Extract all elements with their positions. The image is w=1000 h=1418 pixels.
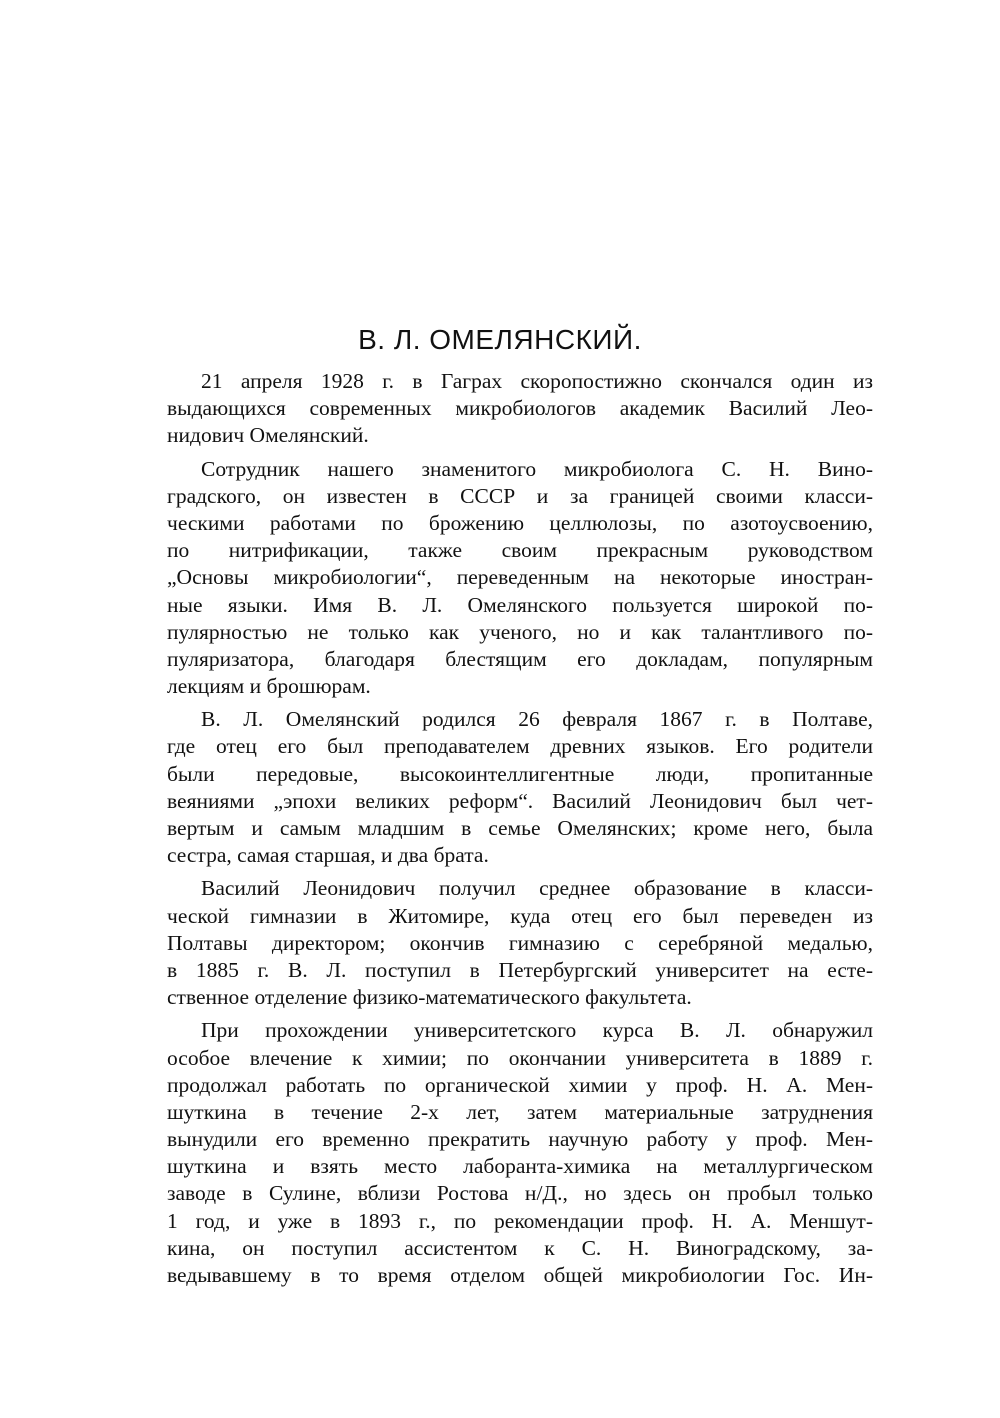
text-line: пуляризатора, благодаря блестящим его докладам, популярным <box>167 646 873 671</box>
text-line: сестра, самая старшая, и два брата. <box>167 843 489 868</box>
text-line: 21 апреля 1928 г. в Гаграх скоропостижно скончался один из <box>201 369 873 393</box>
text-line: Полтавы директором; окончив гимназию с серебряной медалью, <box>167 930 873 955</box>
text-line: вынудили его временно прекратить научную работу у проф. Мен- <box>167 1127 873 1152</box>
text-line: 1 год, и уже в 1893 г., по рекомендации проф. Н. А. Меншут- <box>167 1208 873 1233</box>
text-line: ческой гимназии в Житомире, куда отец его был переведен из <box>167 903 873 928</box>
text-line: ческими работами по брожению целлюлозы, по азотоусвоению, <box>167 510 873 535</box>
page-title: В. Л. ОМЕЛЯНСКИЙ. <box>358 324 642 355</box>
paragraph <box>167 368 873 450</box>
paragraph <box>167 1017 873 1289</box>
text-line: выдающихся современных микробиологов академик Василий Лео- <box>167 396 873 421</box>
text-line: ные языки. Имя В. Л. Омелянского пользуется широкой по- <box>167 592 873 617</box>
text-line: В. Л. Омелянский родился 26 февраля 1867 г. в Полтаве, <box>201 707 873 732</box>
text-line: шуткина и взять место лаборанта-химика на металлургическом <box>167 1154 873 1179</box>
text-line: продолжал работать по органической химии у проф. Н. А. Мен- <box>167 1072 873 1097</box>
paragraph <box>167 875 873 1011</box>
text-line: ственное отделение физико-математического факультета. <box>167 985 692 1010</box>
text-line: заводе в Сулине, вблизи Ростова н/Д., но здесь он пробыл только <box>167 1181 873 1206</box>
text-line: вертым и самым младшим в семье Омелянских; кроме него, была <box>167 816 873 840</box>
text-line: в 1885 г. В. Л. поступил в Петербургский университет на есте- <box>167 957 873 982</box>
text-line: шуткина в течение 2-х лет, затем материальные затруднения <box>167 1099 873 1124</box>
text-line: лекциям и брошюрам. <box>167 674 371 699</box>
text-line: ведывавшему в то время отделом общей микробиологии Гос. Ин- <box>167 1263 873 1287</box>
text-line: Сотрудник нашего знаменитого микробиолога С. Н. Вино- <box>201 456 873 481</box>
text-line: нидович Омелянский. <box>167 423 369 448</box>
paragraph <box>167 456 873 701</box>
text-line: веяниями „эпохи великих реформ“. Василий Леонидович был чет- <box>167 788 873 813</box>
text-line: кина, он поступил ассистентом к С. Н. Виноградскому, за- <box>167 1235 873 1260</box>
text-line: где отец его был преподавателем древних языков. Его родители <box>167 734 873 759</box>
text-line: по нитрификации, также своим прекрасным руководством <box>167 538 873 563</box>
text-line: „Основы микробиологии“, переведенным на некоторые иностран- <box>167 565 873 590</box>
text-line: При прохождении университетского курса В. Л. обнаружил <box>201 1018 873 1043</box>
text-line: градского, он известен в СССР и за границей своими класси- <box>167 483 873 508</box>
text-line: были передовые, высокоинтеллигентные люди, пропитанные <box>167 761 873 786</box>
paragraph <box>167 706 873 869</box>
text-line: особое влечение к химии; по окончании университета в 1889 г. <box>167 1045 873 1070</box>
body-text <box>167 368 873 1289</box>
text-line: Василий Леонидович получил среднее образование в класси- <box>201 876 873 901</box>
text-line: пулярностью не только как ученого, но и как талантливого по- <box>167 619 873 644</box>
